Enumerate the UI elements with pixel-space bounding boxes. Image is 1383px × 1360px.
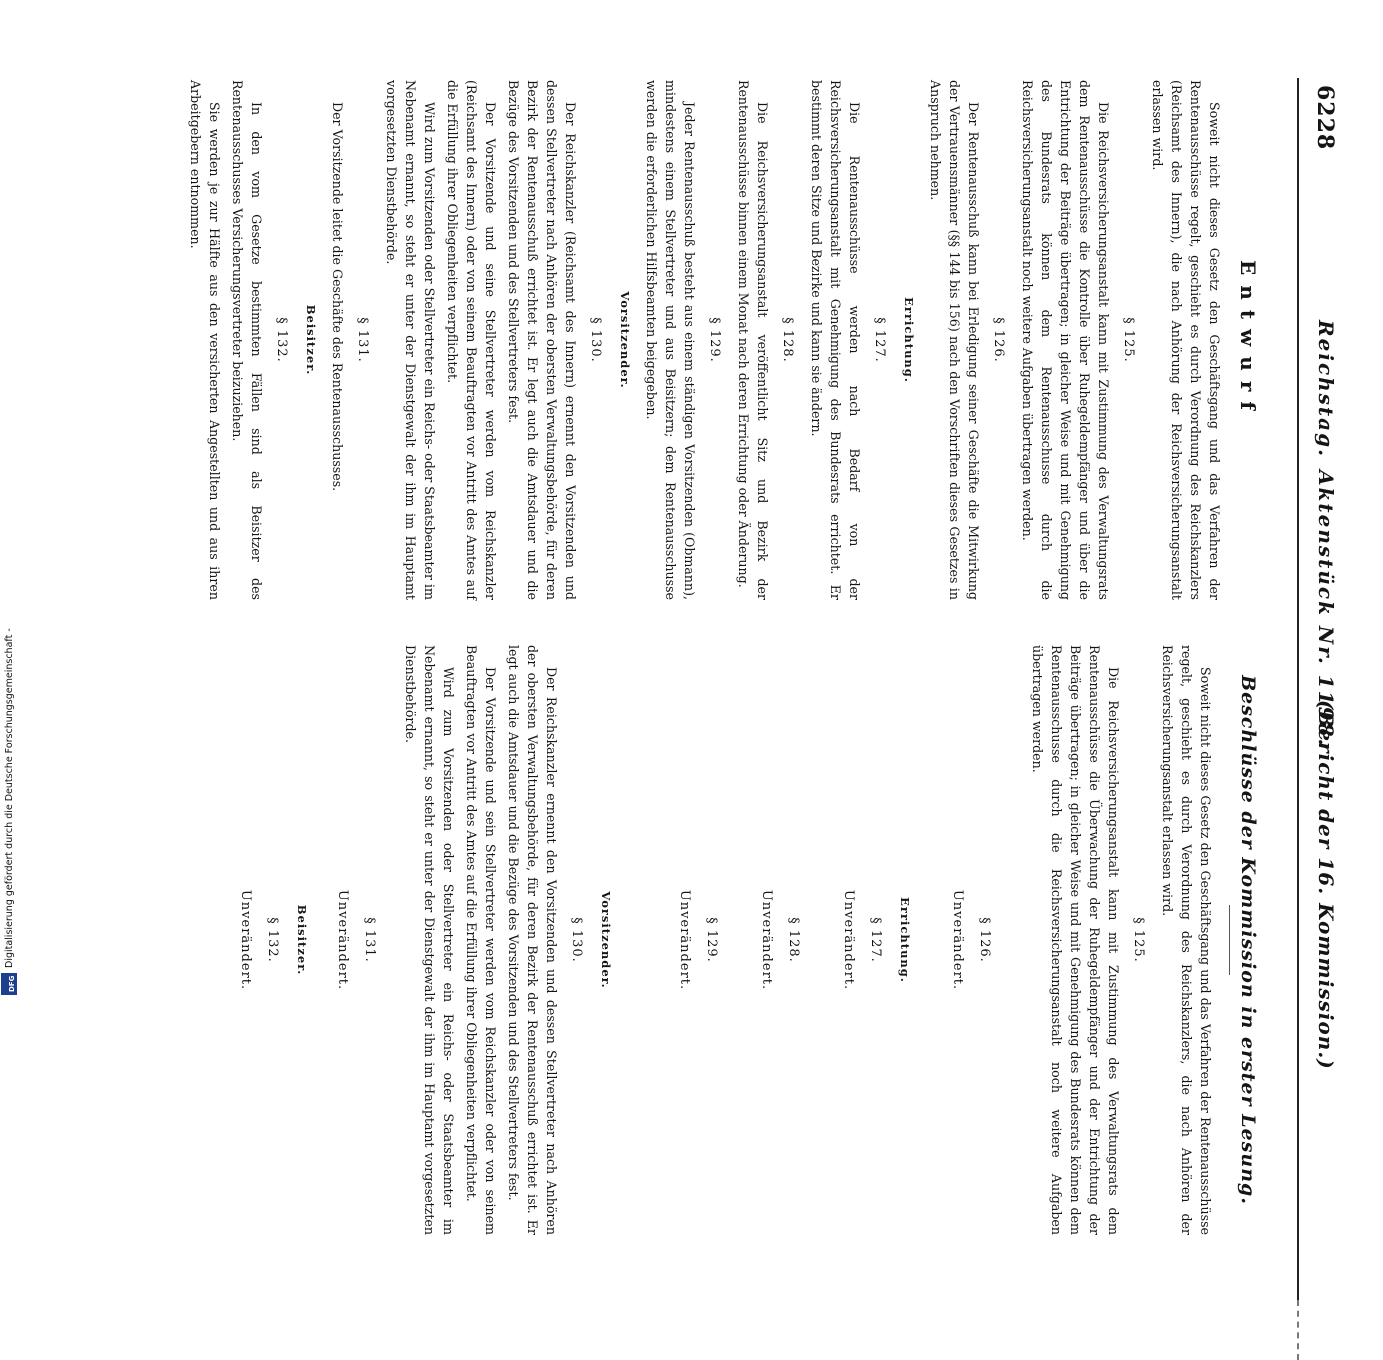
- paragraph: Der Vorsitzende leitet die Geschäfte des Rentenausschusses.: [330, 102, 345, 492]
- subheading: Vorsitzender.: [618, 291, 632, 389]
- section-heading: § 126.: [991, 317, 1006, 363]
- unchanged-note: Unverändert.: [238, 889, 253, 991]
- column-draft: [73, 80, 1273, 600]
- paragraph: Sie werden je zur Hälfte aus den versicherten Angestellten und aus ihren Arbeitgebern entnommen.: [188, 80, 222, 600]
- paragraph: Die Reichsversicherungsanstalt veröffentlicht Sitz und Bezirk der Rentenausschüsse binnen einem Monat nach deren Errichtung oder Änderung.: [736, 80, 770, 600]
- section-heading: § 129.: [704, 917, 719, 963]
- publication-name: Reichstag.: [1314, 320, 1338, 459]
- dfg-logo-icon: DFG: [1, 973, 17, 995]
- section-heading: § 132.: [274, 317, 289, 363]
- section-heading: § 131.: [362, 917, 377, 963]
- section-heading: § 128.: [786, 917, 801, 963]
- page-header: [1304, 0, 1338, 1070]
- digitization-footer: [0, 0, 20, 1000]
- column-title-draft: Entwurf: [1236, 260, 1260, 420]
- paragraph: Die Reichsversicherungsanstalt kann mit Zustimmung des Verwaltungsrats dem Rentenausschüsse die Kontrolle über Ruhegeldempfänger und über die Entrichtung der Beiträge übertragen; in gleicher Weise und mit Genehmigung des Bundesrats können dem Rentenausschusse durch die Reichsversicherungsanstalt noch weitere Aufgaben übertragen werden.: [1020, 80, 1111, 600]
- unchanged-note: Unverändert.: [759, 889, 774, 991]
- subheading: Errichtung.: [902, 297, 916, 383]
- paragraph: Der Rentenausschuß kann bei Erledigung seiner Geschäfte die Mitwirkung der Vertrauensmänner (§§ 144 bis 156) nach den Vorschriften dieses Gesetzes in Anspruch nehmen.: [928, 80, 981, 600]
- paragraph: Jeder Rentenausschuß besteht aus einem ständigen Vorsitzenden (Obmann), mindestens einem Stellvertreter und aus Beisitzern; dem Rentenausschusse werden die erforderlichen Hilfsbeamten beigegeben.: [644, 80, 697, 600]
- section-heading: § 132.: [265, 917, 280, 963]
- unchanged-note: Unverändert.: [841, 889, 856, 991]
- header-rule: [1297, 78, 1299, 1303]
- paragraph: Die Reichsversicherungsanstalt kann mit Zustimmung des Verwaltungsrats dem Rentenausschüsse die Überwachung der Ruhegeldempfänger und der Entrichtung der Beiträge übertragen; in gleicher Weise und mit Genehmigung des Bundesrats können dem Rentenausschusse durch die Reichsversicherungsanstalt noch weitere Aufgaben übertragen werden.: [1030, 645, 1121, 1235]
- section-heading: § 130.: [569, 917, 584, 963]
- subheading: Beisitzer.: [304, 304, 318, 376]
- subheading: Vorsitzender.: [599, 891, 613, 989]
- unchanged-note: Unverändert.: [335, 889, 350, 991]
- paragraph: Soweit nicht dieses Gesetz den Geschäftsgang und das Verfahren der Rentenausschüsse regelt, geschieht es durch Verordnung des Reichskanzlers (Reichsamt des Innern), die nach Anhörung der Reichsversicherungsanstalt erlassen wird.: [1150, 80, 1222, 600]
- paragraph: Der Reichskanzler ernennt den Vorsitzenden und dessen Stellvertreter nach Anhören der obersten Verwaltungsbehörde, für deren Bezirk der Rentenausschuß errichtet ist. Er legt auch die Amtsdauer und die Bezüge des Vorsitzenden und des Stellvertreters fest.: [506, 645, 559, 1235]
- column-resolutions: [73, 645, 1273, 1235]
- paragraph: In den vom Gesetze bestimmten Fällen sind als Beisitzer des Rentenausschusses Versicherungsvertreter beizuziehen.: [230, 80, 264, 600]
- subheading: Beisitzer.: [295, 904, 309, 976]
- section-heading: § 130.: [588, 317, 603, 363]
- section-heading: § 125.: [1131, 917, 1146, 963]
- digitization-credit: Digitalisierung gefördert durch die Deutsche Forschungsgemeinschaft -: [4, 628, 15, 968]
- paragraph: Der Vorsitzende und seine Stellvertreter werden vom Reichskanzler (Reichsamt des Innern) oder von seinem Beauftragten vor Antritt des Amtes auf die Erfüllung ihrer Obliegenheiten verpflichtet.: [445, 80, 498, 600]
- paragraph: Wird zum Vorsitzenden oder Stellvertreter ein Reichs- oder Staatsbeamter im Nebenamt ernannt, so steht er unter der Dienstgewalt der ihm im Hauptamt vorgesetzten Dienstbehörde.: [384, 80, 437, 600]
- column-title-resolutions: Beschlüsse der Kommission in erster Lesung.: [1237, 675, 1259, 1205]
- paragraph: Die Rentenausschüsse werden nach Bedarf von der Reichsversicherungsanstalt mit Genehmigung des Bundesrats errichtet. Er bestimmt deren Sitze und Bezirke und kann sie ändern.: [809, 80, 862, 600]
- paragraph: Soweit nicht dieses Gesetz den Geschäftsgang und das Verfahren der Rentenausschüsse regelt, geschieht es durch Verordnung des Reichskanzlers, die nach Anhören der Reichsversicherungsanstalt erlassen wird.: [1160, 645, 1213, 1235]
- unchanged-note: Unverändert.: [950, 889, 965, 991]
- section-heading: § 127.: [872, 317, 887, 363]
- section-heading: § 129.: [707, 317, 722, 363]
- subheading: Errichtung.: [898, 897, 912, 983]
- section-heading: § 127.: [868, 917, 883, 963]
- title-rule: [1229, 905, 1230, 975]
- paragraph: Wird zum Vorsitzenden oder Stellvertreter ein Reichs- oder Staatsbeamter im Nebenamt ernannt, so steht er unter der Dienstgewalt der ihm im Hauptamt vorgesetzten Dienstbehörde.: [403, 645, 456, 1235]
- paragraph: Der Reichskanzler (Reichsamt des Innern) ernennt den Vorsitzenden und dessen Stellvertreter nach Anhören der obersten Verwaltungsbehörde, für deren Bezirk der Rentenausschuß errichtet ist. Er legt auch die Amtsdauer und die Bezüge des Vorsitzenden und des Stellvertreters fest.: [506, 80, 578, 600]
- unchanged-note: Unverändert.: [677, 889, 692, 991]
- section-heading: § 125.: [1121, 317, 1136, 363]
- section-heading: § 128.: [780, 317, 795, 363]
- section-heading: § 131.: [355, 317, 370, 363]
- paragraph: Der Vorsitzende und sein Stellvertreter werden vom Reichskanzler oder von seinem Beauftragten vor Antritt des Amtes auf die Erfüllung ihrer Obliegenheiten verpflichtet.: [464, 645, 498, 1235]
- report-title: (Bericht der 16. Kommission.): [1314, 700, 1338, 1070]
- document-number: Aktenstück Nr. 1198.: [1314, 470, 1338, 748]
- page-number: 6228: [1312, 85, 1338, 151]
- header-dashed-rule: [1297, 1300, 1299, 1360]
- section-heading: § 126.: [977, 917, 992, 963]
